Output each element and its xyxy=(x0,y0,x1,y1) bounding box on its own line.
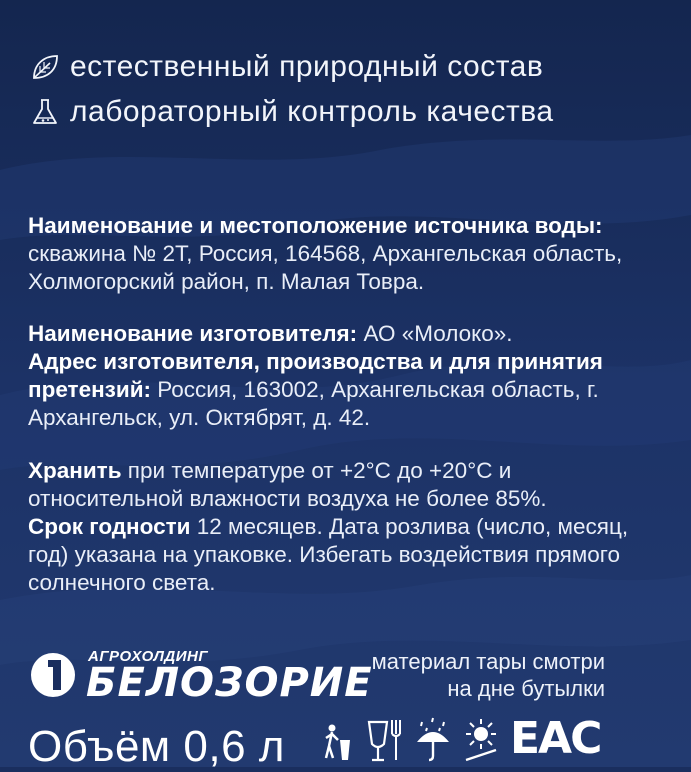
storage-text: при температуре от +2°С до +20°С и относительной влажности воздуха не более 85%. xyxy=(28,458,547,511)
feature-lab xyxy=(30,95,554,129)
feature-text: лабораторный контроль качества xyxy=(70,95,554,128)
brand-subtitle: АГРОХОЛДИНГ xyxy=(88,648,209,665)
feature-natural xyxy=(30,50,543,84)
address-text: Россия, 163002, Архангельская область, г. Архангельск, ул. Октябрят, д. 42. xyxy=(28,377,599,430)
source-text: скважина № 2Т, Россия, 164568, Архангельская область, Холмогорский район, п. Малая Товра. xyxy=(28,241,623,294)
food-safe-icon xyxy=(366,714,404,764)
tidy-man-icon xyxy=(318,714,356,764)
brand-mark-icon xyxy=(28,650,78,700)
volume-label: Объём 0,6 л xyxy=(28,722,285,771)
material-note xyxy=(372,648,605,702)
feature-text: естественный природный состав xyxy=(70,50,544,83)
storage-info xyxy=(28,457,668,597)
source-label: Наименование и местоположение источника воды: xyxy=(28,213,603,238)
keep-away-from-sunlight-icon xyxy=(462,714,500,764)
manufacturer-label: Наименование изготовителя: xyxy=(28,321,358,346)
leaf-icon xyxy=(30,52,60,82)
manufacturer-text: АО «Молоко». xyxy=(357,321,513,346)
source-info xyxy=(28,212,668,296)
address-label: Адрес изготовителя, производства и для принятия претензий: xyxy=(28,349,603,402)
brand-name: БЕЛОЗОРИЕ xyxy=(86,660,373,706)
storage-label: Хранить xyxy=(28,458,122,483)
keep-dry-icon xyxy=(414,714,452,764)
eac-mark: ЕАС xyxy=(510,713,601,764)
flask-icon xyxy=(30,97,60,127)
material-line-1: материал тары смотри xyxy=(371,649,605,674)
manufacturer-info xyxy=(28,320,668,432)
brand-logo xyxy=(28,648,373,706)
symbols-row xyxy=(318,714,600,764)
shelf-life-label: Срок годности xyxy=(28,514,191,539)
shelf-life-text: 12 месяцев. Дата розлива (число, месяц, год) указана на упаковке. Избегать воздействия прямого солнечного света. xyxy=(28,514,629,595)
material-line-2: на дне бутылки xyxy=(447,676,605,701)
